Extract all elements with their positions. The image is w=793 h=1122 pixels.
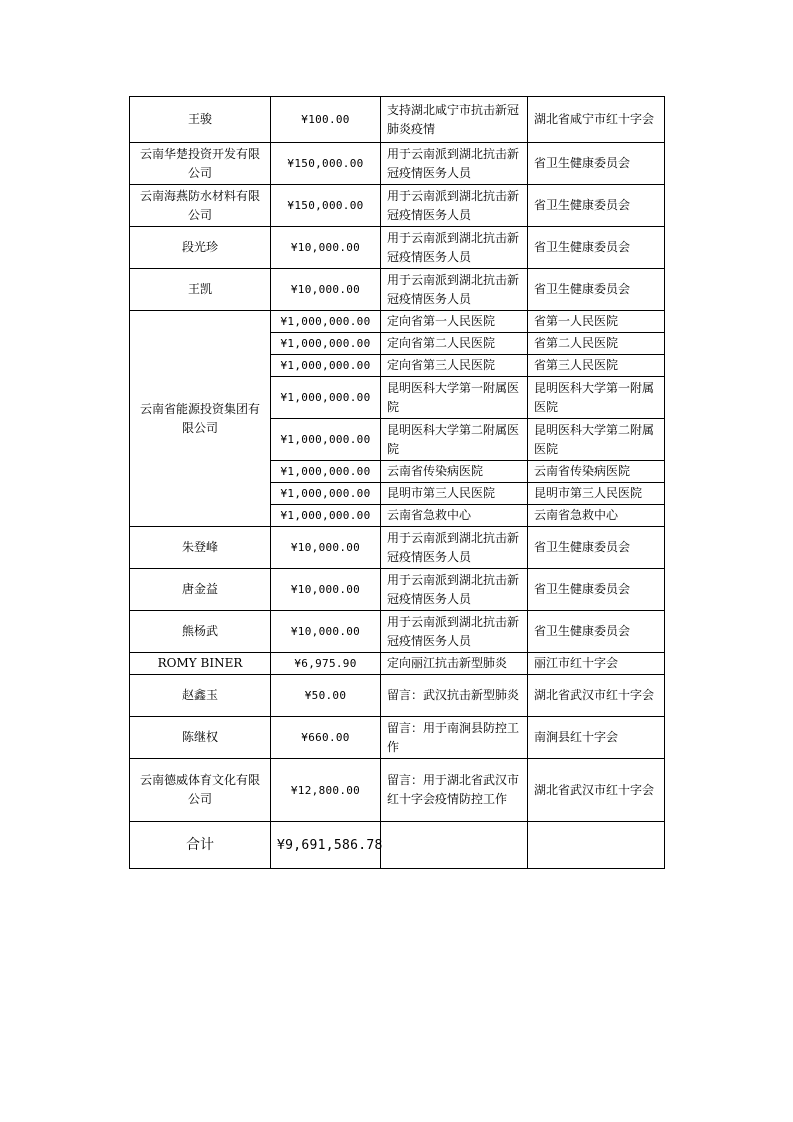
amount-cell: ¥10,000.00 xyxy=(271,269,381,311)
table-row xyxy=(130,97,665,143)
donor-cell: 熊杨武 xyxy=(130,611,271,653)
total-label: 合计 xyxy=(130,822,271,869)
donor-cell: 云南海燕防水材料有限公司 xyxy=(130,185,271,227)
donor-cell: 陈继权 xyxy=(130,717,271,759)
purpose-cell: 留言：用于湖北省武汉市红十字会疫情防控工作 xyxy=(381,759,528,822)
donor-cell: 云南德威体育文化有限公司 xyxy=(130,759,271,822)
recipient-cell: 省第三人民医院 xyxy=(528,355,665,377)
recipient-cell: 省第二人民医院 xyxy=(528,333,665,355)
purpose-cell: 用于云南派到湖北抗击新冠疫情医务人员 xyxy=(381,269,528,311)
amount-cell: ¥50.00 xyxy=(271,675,381,717)
table-row xyxy=(130,227,665,269)
amount-cell: ¥12,800.00 xyxy=(271,759,381,822)
donor-cell: 云南华楚投资开发有限公司 xyxy=(130,143,271,185)
donor-cell: 云南省能源投资集团有限公司 xyxy=(130,311,271,527)
purpose-cell: 用于云南派到湖北抗击新冠疫情医务人员 xyxy=(381,143,528,185)
amount-cell: ¥1,000,000.00 xyxy=(271,355,381,377)
table-row xyxy=(130,311,665,333)
amount-cell: ¥1,000,000.00 xyxy=(271,461,381,483)
empty-cell xyxy=(381,822,528,869)
purpose-cell: 云南省传染病医院 xyxy=(381,461,528,483)
donor-cell: ROMY BINER xyxy=(130,653,271,675)
recipient-cell: 湖北省武汉市红十字会 xyxy=(528,759,665,822)
table-row xyxy=(130,569,665,611)
purpose-cell: 用于云南派到湖北抗击新冠疫情医务人员 xyxy=(381,569,528,611)
amount-cell: ¥150,000.00 xyxy=(271,185,381,227)
recipient-cell: 省第一人民医院 xyxy=(528,311,665,333)
total-amount: ¥9,691,586.78 xyxy=(271,822,381,869)
amount-cell: ¥10,000.00 xyxy=(271,227,381,269)
amount-cell: ¥10,000.00 xyxy=(271,569,381,611)
recipient-cell: 省卫生健康委员会 xyxy=(528,527,665,569)
donor-cell: 段光珍 xyxy=(130,227,271,269)
recipient-cell: 湖北省武汉市红十字会 xyxy=(528,675,665,717)
purpose-cell: 云南省急救中心 xyxy=(381,505,528,527)
recipient-cell: 云南省急救中心 xyxy=(528,505,665,527)
donor-cell: 王凯 xyxy=(130,269,271,311)
table-row xyxy=(130,717,665,759)
amount-cell: ¥660.00 xyxy=(271,717,381,759)
recipient-cell: 省卫生健康委员会 xyxy=(528,269,665,311)
purpose-cell: 定向丽江抗击新型肺炎 xyxy=(381,653,528,675)
recipient-cell: 昆明市第三人民医院 xyxy=(528,483,665,505)
purpose-cell: 用于云南派到湖北抗击新冠疫情医务人员 xyxy=(381,185,528,227)
purpose-cell: 定向省第二人民医院 xyxy=(381,333,528,355)
purpose-cell: 支持湖北咸宁市抗击新冠肺炎疫情 xyxy=(381,97,528,143)
amount-cell: ¥1,000,000.00 xyxy=(271,333,381,355)
donation-table-body xyxy=(130,97,665,869)
amount-cell: ¥1,000,000.00 xyxy=(271,311,381,333)
amount-cell: ¥100.00 xyxy=(271,97,381,143)
recipient-cell: 昆明医科大学第一附属医院 xyxy=(528,377,665,419)
purpose-cell: 留言：武汉抗击新型肺炎 xyxy=(381,675,528,717)
amount-cell: ¥1,000,000.00 xyxy=(271,505,381,527)
recipient-cell: 湖北省咸宁市红十字会 xyxy=(528,97,665,143)
donor-cell: 赵鑫玉 xyxy=(130,675,271,717)
recipient-cell: 昆明医科大学第二附属医院 xyxy=(528,419,665,461)
amount-cell: ¥1,000,000.00 xyxy=(271,483,381,505)
table-row xyxy=(130,143,665,185)
amount-cell: ¥6,975.90 xyxy=(271,653,381,675)
recipient-cell: 省卫生健康委员会 xyxy=(528,227,665,269)
recipient-cell: 省卫生健康委员会 xyxy=(528,185,665,227)
purpose-cell: 用于云南派到湖北抗击新冠疫情医务人员 xyxy=(381,227,528,269)
table-row xyxy=(130,185,665,227)
amount-cell: ¥10,000.00 xyxy=(271,527,381,569)
recipient-cell: 省卫生健康委员会 xyxy=(528,143,665,185)
purpose-cell: 定向省第三人民医院 xyxy=(381,355,528,377)
recipient-cell: 省卫生健康委员会 xyxy=(528,611,665,653)
table-row xyxy=(130,269,665,311)
amount-cell: ¥10,000.00 xyxy=(271,611,381,653)
amount-cell: ¥1,000,000.00 xyxy=(271,377,381,419)
purpose-cell: 留言：用于南涧县防控工作 xyxy=(381,717,528,759)
donation-table xyxy=(129,96,665,869)
recipient-cell: 丽江市红十字会 xyxy=(528,653,665,675)
table-row xyxy=(130,611,665,653)
donor-cell: 朱登峰 xyxy=(130,527,271,569)
purpose-cell: 昆明市第三人民医院 xyxy=(381,483,528,505)
purpose-cell: 昆明医科大学第二附属医院 xyxy=(381,419,528,461)
recipient-cell: 省卫生健康委员会 xyxy=(528,569,665,611)
table-row xyxy=(130,653,665,675)
purpose-cell: 用于云南派到湖北抗击新冠疫情医务人员 xyxy=(381,611,528,653)
amount-cell: ¥150,000.00 xyxy=(271,143,381,185)
donor-cell: 王骏 xyxy=(130,97,271,143)
amount-cell: ¥1,000,000.00 xyxy=(271,419,381,461)
total-row xyxy=(130,822,665,869)
empty-cell xyxy=(528,822,665,869)
donor-cell: 唐金益 xyxy=(130,569,271,611)
purpose-cell: 定向省第一人民医院 xyxy=(381,311,528,333)
table-row xyxy=(130,527,665,569)
purpose-cell: 用于云南派到湖北抗击新冠疫情医务人员 xyxy=(381,527,528,569)
table-row xyxy=(130,759,665,822)
recipient-cell: 南涧县红十字会 xyxy=(528,717,665,759)
purpose-cell: 昆明医科大学第一附属医院 xyxy=(381,377,528,419)
table-row xyxy=(130,675,665,717)
recipient-cell: 云南省传染病医院 xyxy=(528,461,665,483)
